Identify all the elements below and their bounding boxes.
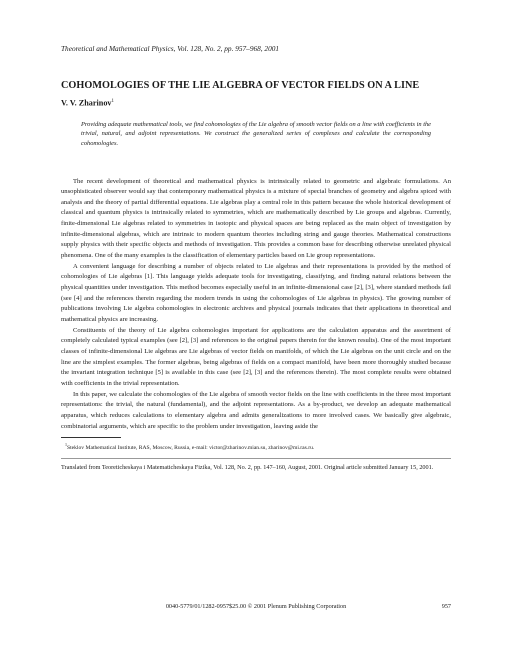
paragraph-2: A convenient language for describing a number of objects related to Lie algebras and their representations is provided by the method of cohomologies of Lie algebras [1]. This language yields adequate tools for investigating, classifying, and finding natural relations between the physical quantities under investigation. This method becomes especially useful in an infinite-dimensional case [2], [3], where standard methods fail (see [4] and the references therein regarding the modern trends in using the cohomologies of Lie algebras in physics). The growing number of publications involving Lie algebra cohomologies in electronic archives and physical journals indicates that their applications in theoretical and mathematical physics are increasing.	[61, 262, 451, 324]
footnote	[61, 441, 451, 452]
page-number: 957	[441, 603, 451, 610]
running-head: Theoretical and Mathematical Physics, Vol. 128, No. 2, pp. 957–968, 2001	[61, 44, 280, 53]
paragraph-4: In this paper, we calculate the cohomologies of the Lie algebra of smooth vector fields on the line with coefficients in the three most important representations: the trivial, the natural (fundamental), and the adjoint representations. As a by-product, we develop an adequate mathematical apparatus, which reduces calculations to elementary algebra and admits generalizations to more involved cases. We basically give algebraic, combinatorial arguments, which are specific to the problem under investigation, leaving aside the	[61, 390, 451, 430]
body-text	[61, 177, 451, 433]
footnote-text: Steklov Mathematical Institute, RAS, Moscow, Russia, e-mail: victor@zharinov.mian.su, zharinov@mi.ras.ru.	[67, 445, 315, 452]
author-footnote-mark: 1	[111, 99, 115, 104]
translation-separator	[61, 458, 451, 459]
copyright-text: 0040-5779/01/1282-0957$25.00 © 2001 Plenum Publishing Corporation	[165, 603, 347, 610]
footnote-mark: 1	[65, 442, 67, 448]
abstract: Providing adequate mathematical tools, we find cohomologies of the Lie algebra of smooth vector fields on a line with coefficients in the trivial, natural, and adjoint representations. We construct the generalized series of complexes and calculate the corresponding cohomologies.	[81, 120, 431, 147]
footnote-rule	[61, 437, 121, 438]
paper-page	[61, 44, 451, 610]
paragraph-3: Constituents of the theory of Lie algebra cohomologies important for applications are the calculation apparatus and the assortment of completely calculated typical examples (see [2], [3] and references to the original papers therein for the known results). One of the most important classes of infinite-dimensional Lie algebras are Lie algebras of vector fields on manifolds, of which the Lie algebras on the unit circle and on the line are the simplest examples. The former algebras, being algebras of fields on a compact manifold, have been more thoroughly studied because the invariant integration technique [5] is available in this case (see [2], [3] and the references therein). The most complete results were obtained with coefficients in the trivial representation.	[61, 326, 451, 387]
author-name: V. V. Zharinov	[61, 98, 112, 108]
author-line	[61, 96, 451, 109]
translation-note: Translated from Teoreticheskaya i Matematicheskaya Fizika, Vol. 128, No. 2, pp. 147–160, August, 2001. Original article submitted January 15, 2001.	[61, 464, 434, 472]
paragraph-1: The recent development of theoretical and mathematical physics is intrinsically related to geometric and algebraic formulations. An unsophisticated observer would say that contemporary mathematical physics is a mixture of special branches of geometry and algebra spiced with analysis and the theory of partial differential equations. Lie algebras play a central role in this pattern because the whole historical development of classical and quantum physics is intrinsically related to symmetries, which are mathematically described by Lie groups and algebras. Currently, finite-dimensional Lie algebras related to symmetries in isotopic and physical spaces are being replaced as the main object of investigation by infinite-dimensional algebras, which are intrinsic to modern quantum theories including string and gauge theories. Mathematical constructions supply physics with their specific objects and methods of investigation. This provides a common base for describing otherwise unrelated physical phenomena. One of the many examples is the classification of elementary particles based on Lie group representations.	[61, 177, 451, 260]
article-title: COHOMOLOGIES OF THE LIE ALGEBRA OF VECTOR FIELDS ON A LINE	[61, 80, 420, 91]
